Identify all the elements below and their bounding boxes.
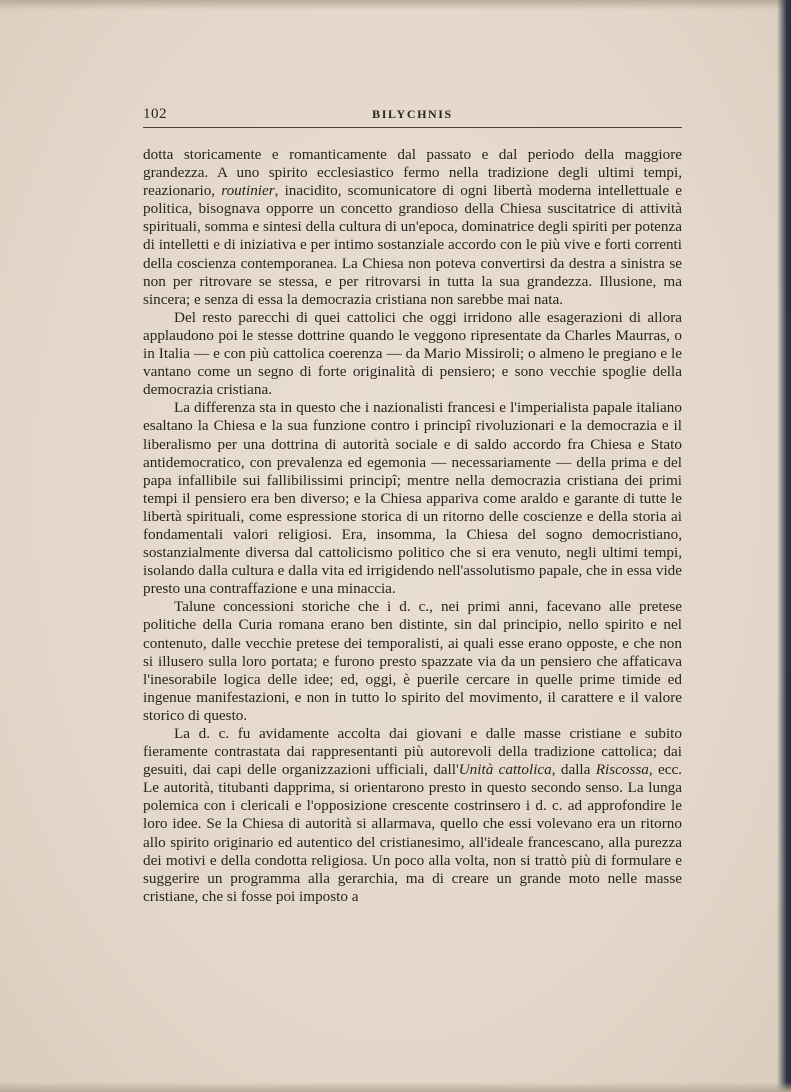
paragraph-5-part-a: La d. c. fu avidamente accolta dai giovani e dalle masse cristiane e subito fieramente contrastata dai rappresentanti più autorevoli della tradizione cattolica; dai gesuiti, dai capi delle organizzazioni ufficiali, dall' [143, 725, 682, 779]
paragraph-2: Del resto parecchi di quei cattolici che oggi irridono alle esagerazioni di allora applaudono poi le stesse dottrine quando le veggono ripresentate da Charles Maurras, o in Italia — e con più cattolica coerenza — da Mario Missiroli; o almeno le pregiano e le vantano come un segno di forte originalità di pensiero; e sono vecchie spoglie della democrazia cristiana. [143, 308, 682, 399]
paragraph-3: La differenza sta in questo che i nazionalisti francesi e l'imperialista papale italiano esaltano la Chiesa e la sua funzione contro i principî rivoluzionari e la democrazia e il liberalismo per una dottrina di autorità sociale e di saldo accordo fra Chiesa e Stato antidemocratico, con prevalenza ed egemonia — necessariamente — della prima e del papa infallibile sui fallibilissimi principî; mentre nella democrazia cristiana dei primi tempi il pensiero era ben diverso; e la Chiesa appariva come araldo e garante di tutte le libertà spirituali, come espressione storica di un ritorno delle coscienze e della storia ai fondamentali valori religiosi. Era, insomma, la Chiesa del sogno democristiano, sostanzialmente diversa dal cattolicismo politico che si era venuto, negli ultimi tempi, isolando dalla cultura e dalla vita ed irrigidendo nell'assolutismo papale, che in essa vide presto una contraffazione e una minaccia. [143, 399, 682, 598]
paragraph-1 [143, 146, 682, 309]
header-rule [143, 127, 682, 128]
paragraph-5-title-riscossa: Riscossa [595, 761, 649, 779]
body-text [143, 146, 682, 906]
paragraph-5-title-unita-cattolica: Unità cattolica [458, 761, 552, 779]
page-edge-right [777, 0, 791, 1092]
paragraph-5-part-b: , dalla [551, 761, 596, 779]
paragraph-1-term-routinier: routinier [221, 182, 275, 200]
paragraph-5-part-c: , ecc. Le autorità, titubanti dapprima, si orientarono presto in questo secondo senso. La lunga polemica con i clericali e l'opposizione crescente costrinsero i d. c. ad approfondire le loro idee. Se la Chiesa di autorità si allarmava, quello che essi volevano era un ritorno allo spirito originario ed autentico del cristianesimo, all'ideale francescano, alla purezza dei motivi e della condotta religiosa. Un poco alla volta, non si trattò più di formulare e suggerire un programma alla gerarchia, ma di creare un grande moto nelle masse cristiane, che si fosse poi imposto a [143, 761, 682, 905]
paragraph-1-part-b: , inacidito, scomunicatore di ogni libertà moderna intellettuale e politica, bisognava opporre un concetto grandioso della Chiesa suscitatrice di attività spirituali, somma e sintesi della cultura di un'epoca, dominatrice degli spiriti per potenza di intelletti e di iniziativa e per intimo sostanziale accordo con le più vive e forti correnti della coscienza contemporanea. La Chiesa non poteva convertirsi da destra a sinistra se non per ritrovare se stessa, e per ritrovarsi in tutta la sua grandezza. Illusione, ma sincera; e senza di essa la democrazia cristiana non sarebbe mai nata. [143, 182, 682, 308]
paragraph-1-part-a: dotta storicamente e romanticamente dal passato e dal periodo della maggiore grandezza. A uno spirito ecclesiastico fermo nella tradizione degli ultimi tempi, reazionario, [143, 146, 682, 200]
paragraph-5 [143, 725, 682, 906]
page-header [143, 106, 682, 126]
paragraph-4: Talune concessioni storiche che i d. c., nei primi anni, facevano alle pretese politiche della Curia romana erano ben distinte, sin dal principio, nello spirito e nel contenuto, dalle vecchie pretese dei temporalisti, ai quali esse erano opposte, e che non si illusero sulla loro portata; e furono presto spazzate via da un pensiero che affaticava l'inesorabile logica delle idee; ed, oggi, è puerile cercare in quelle prime timide ed ingenue manifestazioni, e non in tutto lo spirito del movimento, il carattere e il valore storico di questo. [143, 598, 682, 724]
running-title: BILYCHNIS [372, 107, 453, 121]
page-edge-top [0, 0, 791, 10]
page-number: 102 [143, 106, 167, 122]
page-edge-bottom [0, 1082, 791, 1092]
